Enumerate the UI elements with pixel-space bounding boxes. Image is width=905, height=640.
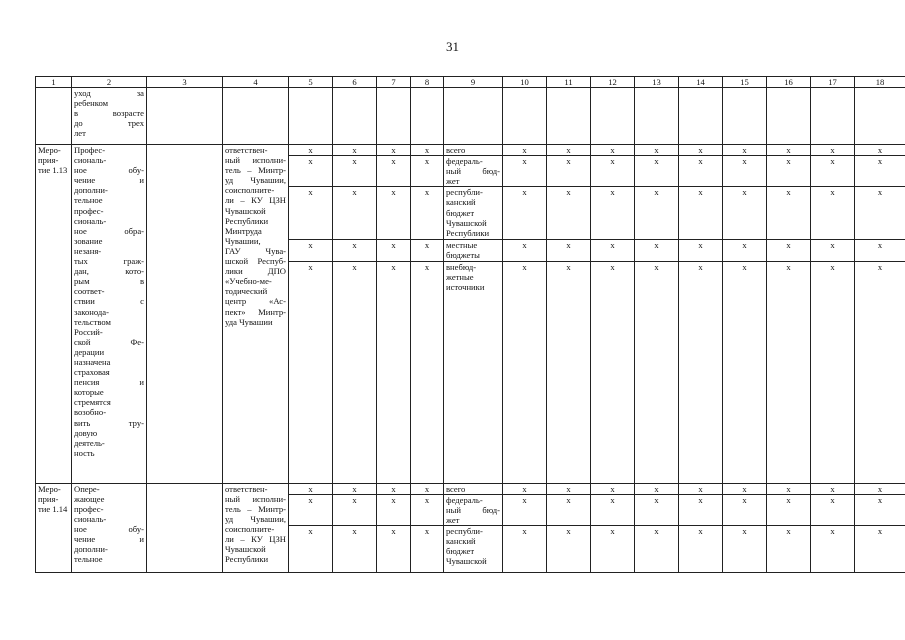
value-cell: х <box>289 483 333 494</box>
text-line: внебюд- <box>446 261 477 272</box>
header-row <box>36 77 905 88</box>
value-cell: х <box>635 240 679 261</box>
text-line: ное обра- <box>74 225 144 236</box>
column-header: 2 <box>72 77 147 88</box>
value-cell: х <box>503 261 547 483</box>
event-id-cell <box>36 145 72 484</box>
empty-cell <box>723 88 767 145</box>
text-line: центр «Ас- <box>225 296 286 307</box>
executor-cell <box>223 145 289 484</box>
value-cell: х <box>855 261 905 483</box>
value-cell: х <box>591 525 635 572</box>
value-cell: х <box>503 494 547 525</box>
text-line: источники <box>446 281 485 292</box>
text-line: ли – КУ ЦЗН <box>225 534 286 545</box>
value-cell: х <box>547 261 591 483</box>
empty-cell <box>223 88 289 145</box>
text-line: прия- <box>38 493 59 504</box>
value-cell: х <box>289 261 333 483</box>
text-line: рым в <box>74 276 144 287</box>
text-line: вить тру- <box>74 417 144 428</box>
text-line: Чувашской <box>225 205 266 216</box>
value-cell: х <box>289 525 333 572</box>
text-line: законода- <box>74 306 109 317</box>
text-line: тельством <box>74 316 111 327</box>
value-cell: х <box>411 145 444 156</box>
text-line: страховая <box>74 367 110 378</box>
value-cell: х <box>767 240 811 261</box>
value-cell: х <box>547 156 591 187</box>
value-cell: х <box>811 494 855 525</box>
value-cell: х <box>855 145 905 156</box>
text-line: Чувашии, <box>225 235 261 246</box>
value-cell: х <box>635 525 679 572</box>
empty-cell <box>147 483 223 572</box>
value-cell: х <box>855 525 905 572</box>
empty-cell <box>547 88 591 145</box>
text-line: деятель- <box>74 437 105 448</box>
text-line: ный бюд- <box>446 504 500 515</box>
text-line: ли – КУ ЦЗН <box>225 195 286 206</box>
column-header: 18 <box>855 77 905 88</box>
value-cell: х <box>723 240 767 261</box>
value-cell: х <box>289 187 333 240</box>
empty-cell <box>591 88 635 145</box>
value-cell: х <box>723 494 767 525</box>
column-header: 14 <box>679 77 723 88</box>
text-line: жет <box>446 514 460 525</box>
value-cell: х <box>591 240 635 261</box>
column-header: 5 <box>289 77 333 88</box>
value-cell: х <box>855 483 905 494</box>
text-line: дан, кото- <box>74 266 144 277</box>
value-cell: х <box>767 156 811 187</box>
text-line: чение и <box>74 534 144 545</box>
value-cell: х <box>411 483 444 494</box>
text-line: ской Фе- <box>74 336 144 347</box>
funding-source-cell <box>444 261 503 483</box>
empty-cell <box>147 88 223 145</box>
text-line: Минтруда <box>225 225 262 236</box>
value-cell: х <box>333 145 377 156</box>
value-cell: х <box>411 156 444 187</box>
text-line: чение и <box>74 175 144 186</box>
value-cell: х <box>635 187 679 240</box>
value-cell: х <box>333 525 377 572</box>
source-row <box>36 145 905 156</box>
text-line: тельное <box>74 554 103 565</box>
text-line: профес- <box>74 503 104 514</box>
text-line: возобно- <box>74 407 107 418</box>
value-cell: х <box>503 187 547 240</box>
column-header: 16 <box>767 77 811 88</box>
text-line: соисполните- <box>225 523 275 534</box>
empty-cell <box>444 88 503 145</box>
empty-cell <box>36 88 72 145</box>
value-cell: х <box>333 187 377 240</box>
text-line: бюджеты <box>446 250 480 261</box>
value-cell: х <box>679 525 723 572</box>
value-cell: х <box>767 494 811 525</box>
text-line: уда Чувашии <box>225 316 273 327</box>
text-line: лики ДПО <box>225 266 286 277</box>
empty-cell <box>503 88 547 145</box>
value-cell: х <box>767 187 811 240</box>
empty-cell <box>377 88 411 145</box>
text-line: всего <box>446 483 466 494</box>
value-cell: х <box>591 187 635 240</box>
text-line: прия- <box>38 155 59 166</box>
text-line: республи- <box>446 525 483 536</box>
text-line: ное обу- <box>74 523 144 534</box>
text-line: Республики <box>225 215 269 226</box>
value-cell: х <box>679 261 723 483</box>
empty-cell <box>855 88 905 145</box>
value-cell: х <box>591 483 635 494</box>
value-cell: х <box>679 483 723 494</box>
column-header: 8 <box>411 77 444 88</box>
column-header: 15 <box>723 77 767 88</box>
value-cell: х <box>411 525 444 572</box>
value-cell: х <box>635 261 679 483</box>
event-name-cell <box>72 145 147 484</box>
text-line: Чувашской <box>225 544 266 555</box>
column-header: 12 <box>591 77 635 88</box>
text-line: ствии с <box>74 296 144 307</box>
value-cell: х <box>377 483 411 494</box>
text-line: дерации <box>74 346 105 357</box>
column-header: 3 <box>147 77 223 88</box>
source-row <box>36 483 905 494</box>
column-header: 10 <box>503 77 547 88</box>
text-line: Республики <box>225 554 269 565</box>
text-line: уд Чувашии, <box>225 513 286 524</box>
text-line: пект» Минтр- <box>225 306 286 317</box>
text-line: тие 1.14 <box>38 503 68 514</box>
text-line: назначена <box>74 356 111 367</box>
value-cell: х <box>679 494 723 525</box>
text-line: бюджет <box>446 546 475 557</box>
text-line: тие 1.13 <box>38 165 68 176</box>
text-line: федераль- <box>446 156 483 167</box>
value-cell: х <box>723 525 767 572</box>
funding-source-cell <box>444 494 503 525</box>
value-cell: х <box>333 156 377 187</box>
funding-source-cell <box>444 156 503 187</box>
text-line: ный бюд- <box>446 166 500 177</box>
text-line: соответ- <box>74 286 105 297</box>
text-line: пенсия и <box>74 377 144 388</box>
column-header: 13 <box>635 77 679 88</box>
text-line: местные <box>446 240 478 251</box>
text-line: уд Чувашии, <box>225 175 286 186</box>
value-cell: х <box>855 187 905 240</box>
column-header: 7 <box>377 77 411 88</box>
text-line: тель – Минтр- <box>225 503 286 514</box>
column-header: 1 <box>36 77 72 88</box>
value-cell: х <box>767 483 811 494</box>
value-cell: х <box>411 494 444 525</box>
text-line: ответствен- <box>225 145 268 155</box>
value-cell: х <box>723 145 767 156</box>
text-line: бюджет <box>446 207 475 218</box>
page-number: 31 <box>446 39 459 54</box>
value-cell: х <box>723 156 767 187</box>
funding-source-cell <box>444 145 503 156</box>
text-line: Меро- <box>38 145 61 155</box>
text-line: ность <box>74 447 95 458</box>
text-line: всего <box>446 145 466 155</box>
column-header: 6 <box>333 77 377 88</box>
text-line: канский <box>446 536 476 547</box>
text-line: Чувашской <box>446 556 487 567</box>
text-line: Опере- <box>74 483 100 494</box>
text-line: которые <box>74 387 104 398</box>
funding-source-cell <box>444 483 503 494</box>
funding-source-cell <box>444 525 503 572</box>
value-cell: х <box>591 261 635 483</box>
text-line: жающее <box>74 493 105 504</box>
value-cell: х <box>679 187 723 240</box>
text-line: тодический <box>225 286 268 297</box>
value-cell: х <box>289 156 333 187</box>
value-cell: х <box>333 483 377 494</box>
text-line: сиональ- <box>74 513 107 524</box>
text-line: сиональ- <box>74 215 107 226</box>
value-cell: х <box>377 187 411 240</box>
value-cell: х <box>635 156 679 187</box>
value-cell: х <box>679 156 723 187</box>
value-cell: х <box>547 145 591 156</box>
empty-cell <box>411 88 444 145</box>
text-line: федераль- <box>446 494 483 505</box>
value-cell: х <box>377 261 411 483</box>
funding-source-cell <box>444 240 503 261</box>
empty-cell <box>635 88 679 145</box>
value-cell: х <box>767 525 811 572</box>
value-cell: х <box>547 483 591 494</box>
value-cell: х <box>723 483 767 494</box>
text-line: тель – Минтр- <box>225 165 286 176</box>
value-cell: х <box>855 156 905 187</box>
value-cell: х <box>503 240 547 261</box>
value-cell: х <box>377 240 411 261</box>
funding-source-cell <box>444 187 503 240</box>
column-header: 4 <box>223 77 289 88</box>
text-line: «Учебно-ме- <box>225 276 272 287</box>
text-line: Россий- <box>74 326 103 337</box>
budget-table <box>35 76 905 573</box>
event-id-cell <box>36 483 72 572</box>
value-cell: х <box>547 494 591 525</box>
value-cell: х <box>377 494 411 525</box>
executor-cell <box>223 483 289 572</box>
text-line: тельное <box>74 195 103 206</box>
value-cell: х <box>811 525 855 572</box>
text-line: ответствен- <box>225 483 268 494</box>
text-line: ное обу- <box>74 165 144 176</box>
value-cell: х <box>503 525 547 572</box>
text-line: зование <box>74 235 103 246</box>
column-header: 11 <box>547 77 591 88</box>
value-cell: х <box>723 261 767 483</box>
text-line: Чувашской <box>446 217 487 228</box>
text-line: дополни- <box>74 544 108 555</box>
value-cell: х <box>503 483 547 494</box>
text-line: сиональ- <box>74 155 107 166</box>
text-line: ребенком <box>74 98 109 109</box>
text-line: соисполните- <box>225 185 275 196</box>
text-line: ный исполни- <box>225 493 286 504</box>
value-cell: х <box>811 187 855 240</box>
value-cell: х <box>635 483 679 494</box>
value-cell: х <box>289 494 333 525</box>
value-cell: х <box>289 240 333 261</box>
empty-cell <box>767 88 811 145</box>
empty-cell <box>289 88 333 145</box>
value-cell: х <box>547 240 591 261</box>
value-cell: х <box>333 261 377 483</box>
event-name-cell <box>72 483 147 572</box>
text-line: ный исполни- <box>225 155 286 166</box>
text-line: уход за <box>74 88 144 98</box>
value-cell: х <box>767 261 811 483</box>
text-line: ГАУ Чува- <box>225 245 286 256</box>
value-cell: х <box>855 494 905 525</box>
value-cell: х <box>377 145 411 156</box>
value-cell: х <box>377 525 411 572</box>
value-cell: х <box>411 187 444 240</box>
text-line: республи- <box>446 187 483 198</box>
value-cell: х <box>591 145 635 156</box>
text-line: Республики <box>446 227 490 238</box>
value-cell: х <box>723 187 767 240</box>
column-header: 9 <box>444 77 503 88</box>
column-header: 17 <box>811 77 855 88</box>
text-line: стремятся <box>74 397 111 408</box>
value-cell: х <box>679 145 723 156</box>
value-cell: х <box>811 156 855 187</box>
value-cell: х <box>591 156 635 187</box>
value-cell: х <box>503 145 547 156</box>
value-cell: х <box>547 187 591 240</box>
value-cell: х <box>591 494 635 525</box>
value-cell: х <box>811 240 855 261</box>
value-cell: х <box>411 240 444 261</box>
empty-cell <box>333 88 377 145</box>
value-cell: х <box>811 145 855 156</box>
text-line: незаня- <box>74 245 102 256</box>
empty-cell <box>679 88 723 145</box>
value-cell: х <box>679 240 723 261</box>
value-cell: х <box>411 261 444 483</box>
value-cell: х <box>635 145 679 156</box>
continuation-row <box>36 88 905 145</box>
text-line: дополни- <box>74 185 108 196</box>
empty-cell <box>811 88 855 145</box>
text-line: профес- <box>74 205 104 216</box>
text-line: Профес- <box>74 145 106 155</box>
value-cell: х <box>289 145 333 156</box>
value-cell: х <box>855 240 905 261</box>
text-line: канский <box>446 197 476 208</box>
value-cell: х <box>333 494 377 525</box>
text-line: в возрасте <box>74 108 144 119</box>
text-line: тых граж- <box>74 256 144 267</box>
text-line: жет <box>446 176 460 187</box>
value-cell: х <box>767 145 811 156</box>
text-line: шской Респуб- <box>225 256 286 267</box>
text-line: до трех <box>74 118 144 129</box>
value-cell: х <box>811 261 855 483</box>
empty-cell <box>147 145 223 484</box>
text-line: довую <box>74 427 98 438</box>
value-cell: х <box>503 156 547 187</box>
event-name-cell <box>72 88 147 145</box>
value-cell: х <box>635 494 679 525</box>
value-cell: х <box>333 240 377 261</box>
text-line: Меро- <box>38 483 61 494</box>
value-cell: х <box>547 525 591 572</box>
value-cell: х <box>377 156 411 187</box>
text-line: жетные <box>446 271 474 282</box>
value-cell: х <box>811 483 855 494</box>
text-line: лет <box>74 128 86 139</box>
